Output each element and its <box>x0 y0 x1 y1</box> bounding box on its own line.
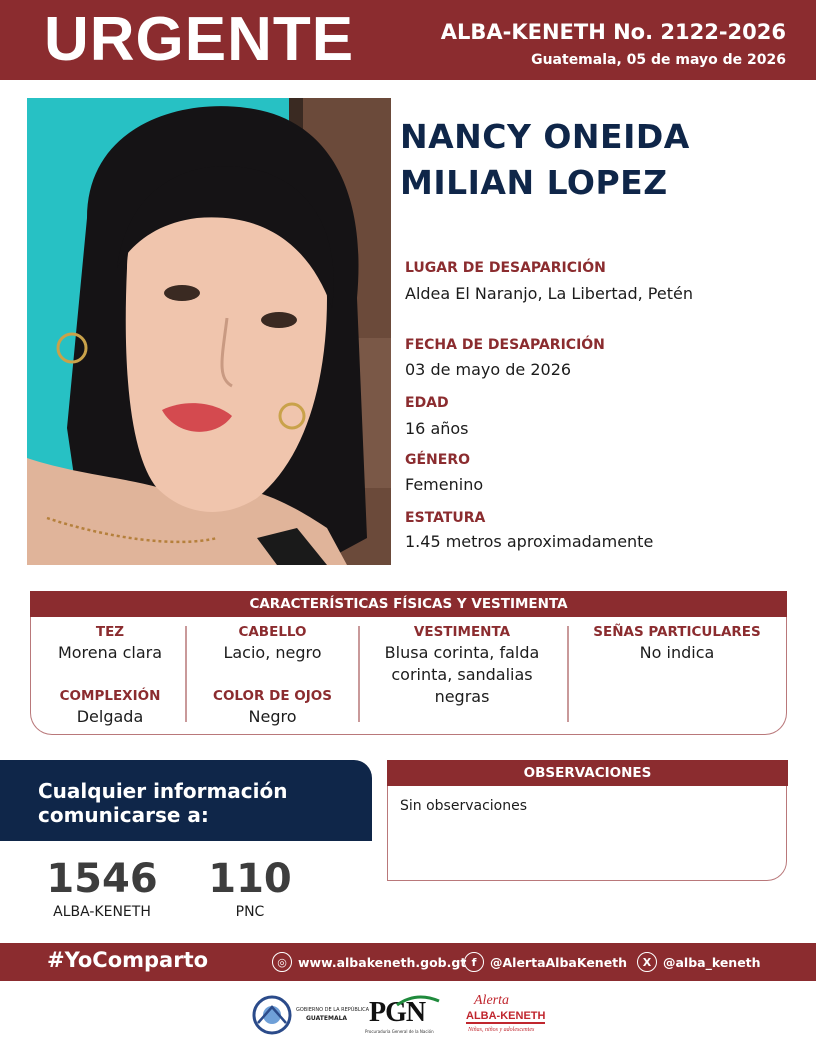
marks-label: SEÑAS PARTICULARES <box>593 624 761 640</box>
build-label: COMPLEXIÓN <box>59 688 161 704</box>
eye-color-label: COLOR DE OJOS <box>213 688 332 704</box>
contact-text <box>38 779 358 827</box>
person-name <box>400 114 800 206</box>
date-label: FECHA DE DESAPARICIÓN <box>405 337 605 353</box>
column-divider <box>358 626 360 722</box>
clothing-line-2: corinta, sandalias <box>391 665 533 684</box>
government-logo <box>250 993 370 1039</box>
skin-tone-value: Morena clara <box>57 643 163 662</box>
clothing-label: VESTIMENTA <box>413 624 511 640</box>
age-label: EDAD <box>405 395 449 411</box>
place-value: Aldea El Naranjo, La Libertad, Petén <box>405 284 693 303</box>
name-line-1: NANCY ONEIDA <box>400 117 690 156</box>
urgent-title: URGENTE <box>44 5 355 74</box>
gender-label: GÉNERO <box>405 452 471 468</box>
skin-tone-label: TEZ <box>95 624 125 640</box>
x-icon: X <box>637 952 657 972</box>
gov-text-2: GUATEMALA <box>306 1015 348 1022</box>
characteristics-title: CARACTERÍSTICAS FÍSICAS Y VESTIMENTA <box>30 591 787 617</box>
pgn-subtitle: Procuraduría General de la Nación <box>365 1029 434 1034</box>
missing-person-photo <box>27 98 391 565</box>
pgn-logo <box>365 993 455 1039</box>
build-value: Delgada <box>76 707 144 726</box>
x-text: @alba_keneth <box>663 954 761 970</box>
phone-alba-keneth[interactable]: 1546 <box>46 856 158 902</box>
age-value: 16 años <box>405 419 469 438</box>
x-link[interactable] <box>637 951 761 973</box>
pgn-swoosh-icon <box>395 993 441 1007</box>
date-value: 03 de mayo de 2026 <box>405 360 572 379</box>
place-label: LUGAR DE DESAPARICIÓN <box>405 260 606 276</box>
portrait-illustration <box>27 98 391 565</box>
column-divider <box>567 626 569 722</box>
coat-of-arms-icon <box>250 993 294 1037</box>
hashtag: #YoComparto <box>47 948 209 972</box>
alba-keneth-subtitle: Niñas, niños y adolescentes <box>468 1027 535 1033</box>
alerta-wordmark: Alerta <box>474 993 509 1008</box>
clothing-value <box>362 642 562 708</box>
facebook-text: @AlertaAlbaKeneth <box>490 954 628 970</box>
phone-pnc-label: PNC <box>235 904 265 920</box>
alert-number: ALBA-KENETH No. 2122-2026 <box>440 20 786 44</box>
observations-text: Sin observaciones <box>400 798 528 814</box>
eye-color-value: Negro <box>248 707 297 726</box>
phone-pnc[interactable]: 110 <box>208 856 292 902</box>
contact-line-1: Cualquier información <box>38 779 288 803</box>
website-text: www.albakeneth.gob.gt <box>298 954 467 970</box>
facebook-icon: f <box>464 952 484 972</box>
alba-keneth-wordmark: ALBA-KENETH <box>466 1010 546 1022</box>
hair-label: CABELLO <box>238 624 307 640</box>
marks-value: No indica <box>639 643 715 662</box>
clothing-line-3: negras <box>434 687 490 706</box>
pgn-wordmark: PGN <box>369 997 426 1028</box>
height-value: 1.45 metros aproximadamente <box>405 532 654 551</box>
contact-line-2: comunicarse a: <box>38 803 209 827</box>
alba-keneth-logo <box>466 993 546 1039</box>
facebook-link[interactable] <box>464 951 627 973</box>
clothing-line-1: Blusa corinta, falda <box>384 643 540 662</box>
gov-text-1: GOBIERNO DE LA REPÚBLICA <box>296 1007 370 1013</box>
observations-title: OBSERVACIONES <box>387 760 788 786</box>
alert-date: Guatemala, 05 de mayo de 2026 <box>531 52 786 68</box>
height-label: ESTATURA <box>405 510 486 526</box>
phone-alba-keneth-label: ALBA-KENETH <box>53 904 151 920</box>
name-line-2: MILIAN LOPEZ <box>400 163 668 202</box>
hair-value: Lacio, negro <box>223 643 322 662</box>
website-link[interactable] <box>272 951 466 973</box>
globe-icon: ◎ <box>272 952 292 972</box>
gender-value: Femenino <box>405 475 484 494</box>
